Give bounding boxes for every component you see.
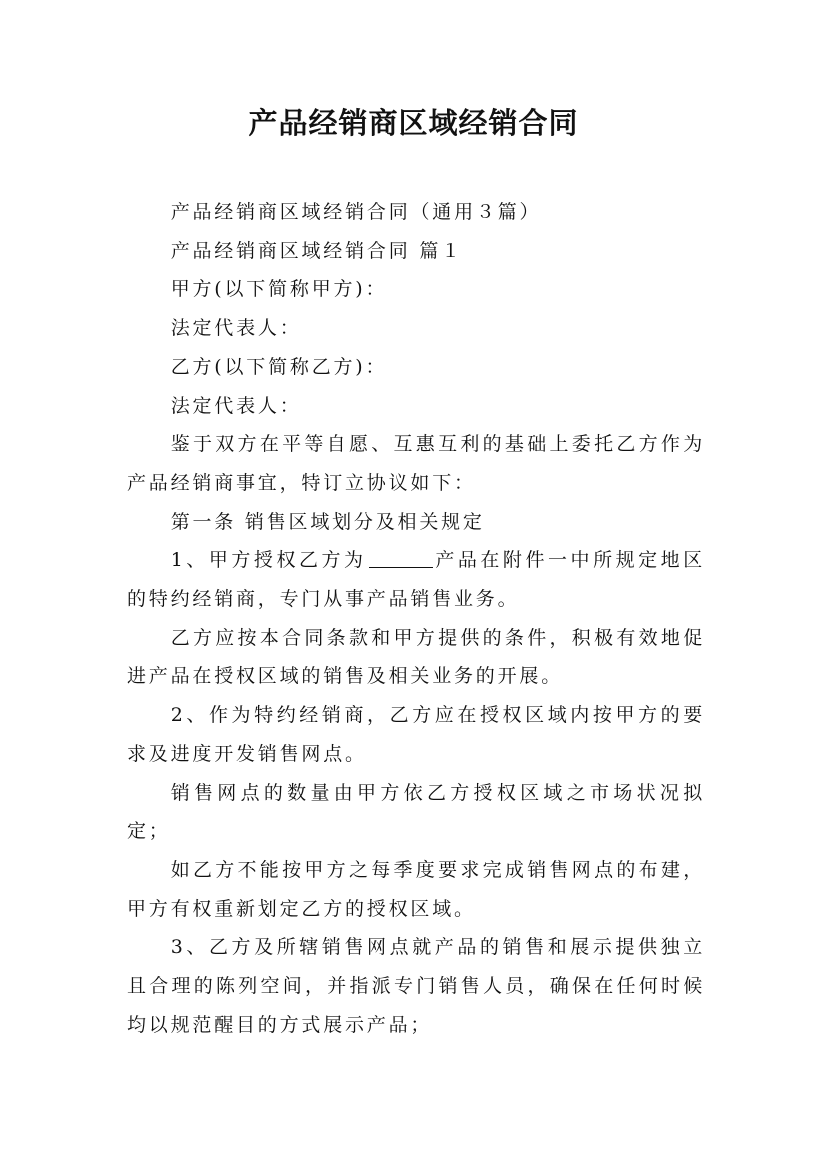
paragraph-party-b-representative: 法定代表人： bbox=[170, 394, 302, 417]
paragraph-clause-3: 3、乙方及所辖销售网点就产品的销售和展示提供独立且合理的陈列空间，并指派专门销售人员，确保在任何时候均以规范醒目的方式展示产品； bbox=[127, 936, 705, 1036]
paragraph-preamble: 鉴于双方在平等自愿、互惠互利的基础上委托乙方作为产品经销商事宜，特订立协议如下： bbox=[127, 433, 705, 494]
paragraph-clause-1 bbox=[127, 541, 705, 618]
document-title: 产品经销商区域经销合同 bbox=[248, 106, 579, 140]
paragraph-clause-2: 2、作为特约经销商，乙方应在授权区域内按甲方的要求及进度开发销售网点。 bbox=[127, 704, 705, 765]
paragraph-clause-2-penalty: 如乙方不能按甲方之每季度要求完成销售网点的布建，甲方有权重新划定乙方的授权区域。 bbox=[127, 858, 705, 920]
paragraph-subtitle: 产品经销商区域经销合同（通用３篇） bbox=[170, 201, 542, 223]
paragraph-party-a: 甲方(以下简称甲方)： bbox=[170, 278, 388, 301]
fill-in-blank-line bbox=[369, 548, 433, 568]
paragraph-party-b: 乙方(以下简称乙方)： bbox=[170, 355, 388, 378]
paragraph-article-one-heading: 第一条 销售区域划分及相关规定 bbox=[170, 510, 485, 533]
document-body bbox=[127, 193, 705, 1044]
paragraph-clause-1-detail: 乙方应按本合同条款和甲方提供的条件，积极有效地促进产品在授权区域的销售及相关业务的开展。 bbox=[127, 626, 705, 688]
paragraph-section-heading: 产品经销商区域经销合同 篇１ bbox=[170, 239, 463, 262]
clause-1-text-end: 产品在附件一中所规定地区的特约经销商，专门从事产品销售业务。 bbox=[127, 549, 705, 611]
clause-1-text-start: 1、甲方授权乙方为 bbox=[170, 549, 367, 572]
paragraph-clause-2-detail: 销售网点的数量由甲方依乙方授权区域之市场状况拟定； bbox=[127, 781, 705, 843]
paragraph-party-a-representative: 法定代表人： bbox=[170, 317, 302, 340]
